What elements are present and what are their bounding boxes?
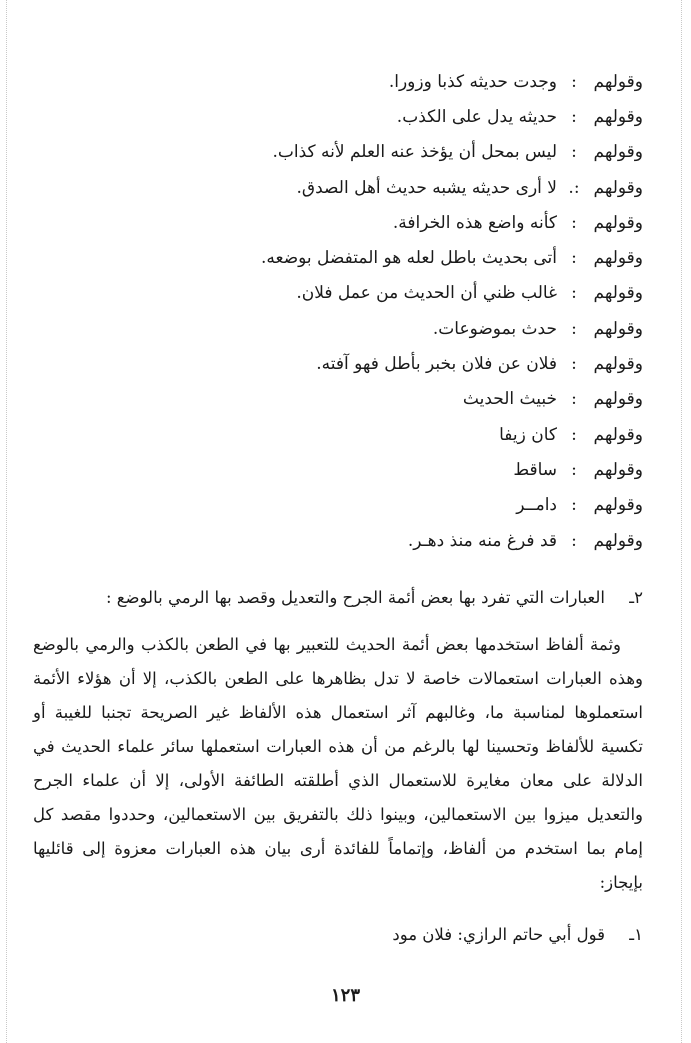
quote-colon: : (571, 530, 577, 551)
quote-row (43, 382, 643, 417)
quote-label: وقولهم (593, 283, 643, 304)
section-title: العبارات التي تفرد بها بعض أئمة الجرح والتعديل وقصد بها الرمي بالوضع : (105, 588, 605, 607)
list-item (43, 925, 643, 944)
quote-colon: : (571, 495, 577, 516)
quote-colon: : (571, 424, 577, 445)
page-edge-right (681, 0, 682, 1043)
quote-text: حديثه يدل على الكذب. (396, 106, 557, 127)
quote-label: وقولهم (593, 354, 643, 375)
quote-row (43, 417, 643, 452)
quote-row (43, 523, 643, 558)
quote-label: وقولهم (593, 389, 643, 410)
list-item-text: قول أبي حاتم الرازي: فلان مود (392, 925, 605, 944)
quote-row (43, 135, 643, 170)
quote-label: وقولهم (593, 318, 643, 339)
paragraph-first-line: وثمة ألفاظ استخدمها بعض أئمة الحديث للتعبير بها في الطعن بالكذب (140, 635, 622, 654)
quote-colon: : (571, 389, 577, 410)
quote-label: وقولهم (593, 459, 643, 480)
quote-text: حدث بموضوعات. (432, 318, 557, 339)
quote-colon: : (571, 71, 577, 92)
quote-text: كان زيفا (499, 424, 557, 445)
quote-text: دامــر (516, 495, 557, 516)
page-edge-left (6, 0, 7, 1043)
page-number: ١٢٣ (330, 985, 360, 1006)
quote-row (43, 64, 643, 99)
quote-colon: : (571, 459, 577, 480)
quote-text: خبيث الحديث (462, 389, 557, 410)
quote-row (43, 346, 643, 381)
quote-label: وقولهم (593, 71, 643, 92)
quote-row (43, 170, 643, 205)
quote-colon: :. (568, 177, 580, 198)
quote-label: وقولهم (593, 248, 643, 269)
quote-colon: : (571, 283, 577, 304)
quote-text: فلان عن فلان بخبر بأطل فهو آفته. (316, 354, 557, 375)
quote-text: ساقط (513, 459, 557, 480)
quote-row (43, 240, 643, 275)
quote-colon: : (571, 318, 577, 339)
quote-colon: : (571, 106, 577, 127)
quote-text: وجدت حديثه كذبا وزورا. (388, 71, 557, 92)
paragraph-rest: والرمي بالوضع وهذه العبارات استعمالات خاصة لا تدل بظاهرها على الطعن بالكذب، إلا أن هؤلاء الأئمة استعملوها لمناسبة ما، وغالبهم آثر استعمال هذه الألفاظ غير الصريحة تجنبا للغيبة أو تكسية للألفاظ وتحسينا لها بالرغم من أن هذه العبارات استعملها سائر علماء الحديث في الدلالة على معان مغايرة للاستعمال الذي أطلقته الطائفة الأولى، إلا أن علماء الجرح والتعديل ميزوا بين الاستعمالين، وبينوا ذلك بالتفريق بين الاستعمالين، وحددوا مقصد كل إمام بما استخدم من ألفاظ، وإتماماً للفائدة أرى بيان هذه العبارات معزوة إلى قائليها بإيجاز: (33, 635, 643, 892)
quote-row (43, 311, 643, 346)
list-item-number: ١ـ (629, 925, 643, 944)
quote-list (43, 64, 643, 558)
quote-colon: : (571, 354, 577, 375)
quote-text: ليس بمحل أن يؤخذ عنه العلم لأنه كذاب. (272, 142, 557, 163)
quote-label: وقولهم (593, 212, 643, 233)
quote-text: قد فرغ منه منذ دهـر. (407, 530, 557, 551)
quote-row (43, 276, 643, 311)
quote-row (43, 205, 643, 240)
quote-row (43, 99, 643, 134)
quote-label: وقولهم (593, 495, 643, 516)
quote-text: أتى بحديث باطل لعله هو المتفضل بوضعه. (260, 248, 557, 269)
quote-label: وقولهم (593, 177, 643, 198)
quote-label: وقولهم (593, 106, 643, 127)
quote-colon: : (571, 212, 577, 233)
quote-label: وقولهم (593, 530, 643, 551)
body-paragraph (33, 628, 643, 900)
quote-row (43, 488, 643, 523)
section-heading (43, 588, 643, 607)
quote-colon: : (571, 142, 577, 163)
quote-colon: : (571, 248, 577, 269)
quote-text: غالب ظني أن الحديث من عمل فلان. (296, 283, 557, 304)
quote-text: كأنه واضع هذه الخرافة. (392, 212, 557, 233)
section-number: ٢ـ (629, 588, 643, 607)
quote-label: وقولهم (593, 424, 643, 445)
quote-text: لا أرى حديثه يشبه حديث أهل الصدق. (296, 177, 557, 198)
quote-row (43, 452, 643, 487)
quote-label: وقولهم (593, 142, 643, 163)
